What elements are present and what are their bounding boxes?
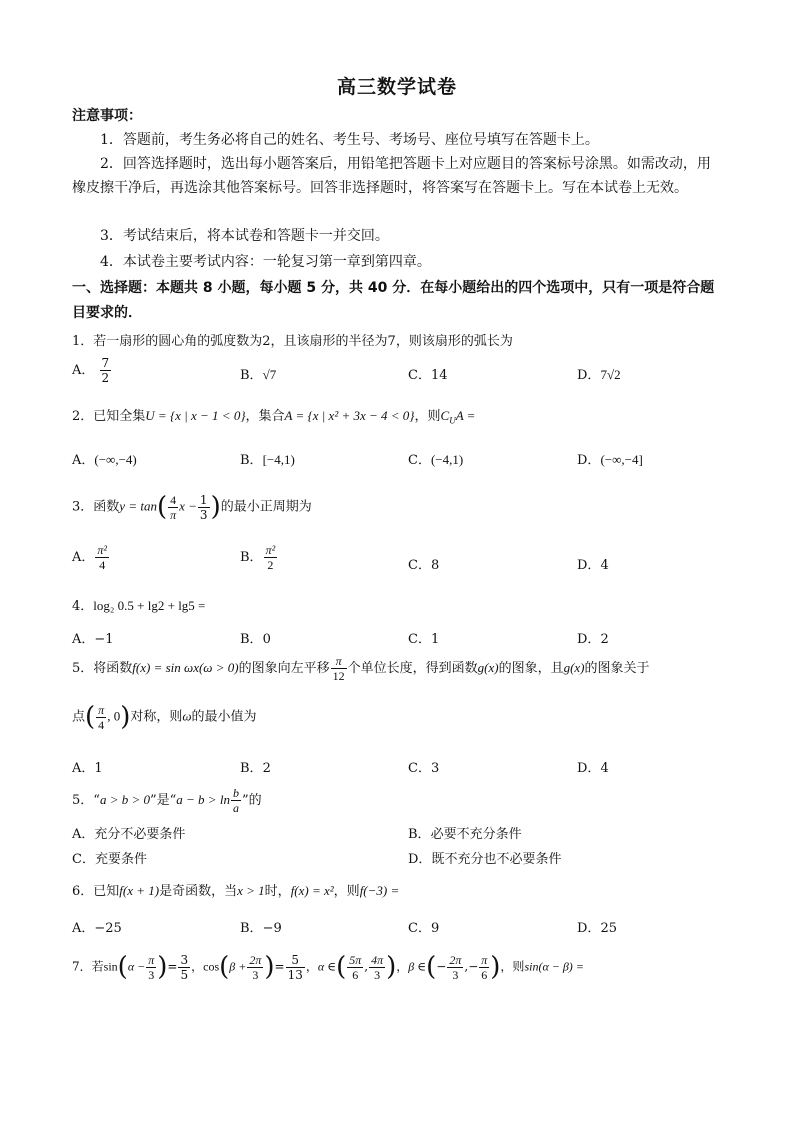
- math-expression: =: [167, 959, 178, 974]
- fraction-denominator: π: [170, 507, 177, 522]
- math-expression: f(x) = sin ωx(ω > 0): [132, 660, 239, 675]
- math-expression: g(x): [477, 660, 499, 675]
- q6-option-a: [72, 917, 122, 936]
- question-number: 2．: [72, 409, 94, 424]
- option-value: (−∞,−4): [94, 452, 137, 467]
- q5a-option-c: [408, 757, 439, 776]
- fraction-numerator: π: [98, 702, 105, 717]
- q6-option-d: [577, 917, 617, 936]
- q1-option-a: [72, 356, 112, 385]
- question-6: [72, 880, 732, 899]
- fraction-denominator: 13: [287, 967, 303, 982]
- question-text: ，则: [500, 959, 525, 974]
- math-expression: f(x + 1): [119, 883, 160, 898]
- q2-option-a: [72, 449, 137, 468]
- question-2: [72, 405, 732, 426]
- q1-option-b: [240, 364, 276, 383]
- fraction-numerator: b: [232, 786, 239, 800]
- q4-option-b: [240, 628, 271, 647]
- option-value: (−4,1): [430, 452, 464, 467]
- option-label: B．: [240, 761, 263, 776]
- option-value: (−∞,−4]: [600, 452, 643, 467]
- option-label: C．: [408, 558, 431, 573]
- question-text: 对称，则: [130, 709, 183, 725]
- math-expression: a > b > 0: [99, 792, 150, 807]
- paren-open: (: [156, 492, 168, 522]
- math-expression: −: [436, 959, 447, 974]
- paren-close: ): [210, 492, 221, 522]
- math-expression: sin: [103, 959, 118, 974]
- question-4: [72, 595, 732, 614]
- paren-open: (: [219, 952, 230, 982]
- notice-item-3: 3．考试结束后，将本试卷和答题卡一并交回。: [100, 228, 389, 244]
- q4-option-a: [72, 628, 114, 647]
- paren-close: ): [157, 952, 168, 982]
- paren-open: (: [85, 702, 96, 732]
- paren-open: (: [426, 952, 437, 982]
- math-expression: y = tan: [119, 498, 157, 514]
- option-value: 0: [262, 632, 271, 647]
- option-value: 3: [430, 761, 440, 776]
- question-text: “: [93, 793, 100, 808]
- option-value: 必要不充分条件: [430, 827, 522, 842]
- q4-option-c: [408, 628, 439, 647]
- question-text: 若一扇形的圆心角的弧度数为2，且该扇形的半径为7，则该扇形的弧长为: [93, 334, 513, 349]
- fraction-numerator: 7: [101, 356, 110, 370]
- question-text: 的最小值为: [191, 709, 257, 725]
- fraction-denominator: 4: [98, 717, 105, 732]
- option-label: B．: [240, 632, 263, 647]
- option-label: C．: [408, 921, 431, 936]
- q6-option-c: [408, 917, 439, 936]
- fraction-denominator: 4: [99, 558, 106, 572]
- fraction-denominator: 3: [374, 967, 381, 982]
- math-expression: β +: [229, 959, 247, 974]
- q4-option-d: [577, 628, 609, 647]
- page-title: 高三数学试卷: [336, 76, 457, 98]
- math-expression: =: [274, 959, 285, 974]
- question-number: 5．: [72, 793, 94, 808]
- option-value: 8: [430, 558, 440, 573]
- math-expression: A =: [455, 408, 476, 423]
- fraction-denominator: 3: [452, 967, 459, 982]
- math-expression: β ∈: [408, 959, 427, 974]
- question-text: 的图象关于: [584, 661, 650, 676]
- math-expression: log₂ 0.5 + lg2 + lg5 =: [93, 598, 206, 613]
- option-label: C．: [72, 852, 95, 867]
- option-label: B．: [240, 921, 263, 936]
- fraction-numerator: 3: [180, 952, 189, 967]
- option-label: C．: [408, 632, 431, 647]
- option-label: B．: [240, 550, 263, 565]
- question-5b: [72, 786, 732, 815]
- fraction-denominator: 2: [101, 371, 110, 385]
- q3-option-b: [240, 543, 278, 572]
- fraction-denominator: 6: [352, 967, 359, 982]
- option-value: [−4,1): [262, 452, 295, 467]
- fraction-denominator: a: [232, 801, 239, 815]
- math-expression: cos: [203, 959, 220, 974]
- notice-heading: 注意事项：: [72, 108, 142, 124]
- notice-item-4: 4．本试卷主要考试内容：一轮复习第一章到第四章。: [100, 254, 431, 270]
- option-label: B．: [240, 453, 263, 468]
- paren-open: (: [336, 952, 347, 982]
- q5b-option-c: [72, 848, 147, 867]
- notice-item-1: 1．答题前，考生务必将自己的姓名、考生号、考场号、座位号填写在答题卡上。: [100, 132, 599, 148]
- question-text: 若: [91, 959, 104, 974]
- option-label: C．: [408, 368, 431, 383]
- option-value: 1: [94, 761, 103, 776]
- q5b-option-a: [72, 823, 185, 842]
- fraction-denominator: 5: [180, 967, 189, 982]
- fraction-numerator: 2π: [449, 952, 462, 967]
- question-number: 1．: [72, 334, 94, 349]
- option-label: C．: [408, 453, 431, 468]
- fraction-numerator: π: [481, 952, 488, 967]
- fraction-numerator: 1: [199, 492, 208, 507]
- fraction-numerator: π: [331, 654, 347, 669]
- question-text: ，则: [414, 409, 441, 424]
- q6-option-b: [240, 917, 282, 936]
- option-label: B．: [408, 827, 431, 842]
- question-text: 个单位长度，得到函数: [347, 661, 478, 676]
- fraction-denominator: 2: [267, 558, 274, 572]
- option-label: D．: [408, 852, 432, 867]
- fraction-denominator: 12: [332, 669, 345, 683]
- option-value: 2: [262, 761, 271, 776]
- paren-close: ): [386, 952, 397, 982]
- question-text: 函数: [93, 499, 120, 515]
- question-text: 的最小正周期为: [220, 499, 312, 515]
- q3-option-d: [577, 554, 609, 573]
- option-value: 4: [600, 761, 609, 776]
- math-expression: A = {x | x² + 3x − 4 < 0}: [284, 408, 415, 423]
- option-label: A．: [72, 453, 95, 468]
- question-text: 是奇函数，当: [159, 884, 238, 899]
- math-expression: ω: [182, 708, 192, 724]
- section-heading: 一、选择题：本题共 8 小题，每小题 5 分，共 40 分．在每小题给出的四个选项中，只有一项是符合题目要求的．: [72, 280, 715, 321]
- q2-option-c: [408, 449, 463, 468]
- option-value: 7√2: [600, 367, 621, 382]
- fraction-numerator: π²: [265, 543, 276, 557]
- option-label: A．: [72, 363, 95, 378]
- paren-open: (: [117, 952, 128, 982]
- question-number: 4．: [72, 599, 94, 614]
- question-number: 7．: [72, 959, 92, 974]
- fraction-denominator: 3: [252, 967, 259, 982]
- question-1: [72, 330, 732, 349]
- question-text: 已知: [93, 884, 120, 899]
- paren-close: ): [264, 952, 275, 982]
- math-expression: f(−3) =: [359, 883, 400, 898]
- option-label: D．: [577, 368, 601, 383]
- option-value: −25: [94, 921, 122, 936]
- q3-option-a: [72, 543, 110, 572]
- q3-option-c: [408, 554, 439, 573]
- fraction-numerator: 4π: [371, 952, 384, 967]
- option-label: D．: [577, 761, 601, 776]
- option-value: 2: [600, 632, 609, 647]
- option-value: 9: [430, 921, 440, 936]
- question-text: 时，: [264, 884, 291, 899]
- math-expression: x −: [179, 498, 197, 514]
- option-label: C．: [408, 761, 431, 776]
- fraction-numerator: 5π: [349, 952, 362, 967]
- math-expression: f(x) = x²: [290, 883, 334, 898]
- question-text: 将函数: [93, 661, 133, 676]
- math-expression: −: [468, 959, 479, 974]
- notice-item-2: 2．回答选择题时，选出每小题答案后，用铅笔把答题卡上对应题目的答案标号涂黑。如需改动，用橡皮擦干净后，再选涂其他答案标号。回答非选择题时，将答案写在答题卡上。写在本试卷上无效。: [72, 156, 711, 196]
- option-label: A．: [72, 550, 95, 565]
- math-expression: g(x): [563, 660, 585, 675]
- question-5a-line2: [72, 702, 732, 732]
- math-expression: U = {x | x − 1 < 0}: [145, 408, 246, 423]
- option-value: 充分不必要条件: [94, 827, 186, 842]
- math-subscript: U: [449, 415, 456, 426]
- math-expression: α ∈: [317, 959, 337, 974]
- question-number: 6．: [72, 884, 94, 899]
- option-value: 25: [600, 921, 617, 936]
- option-value: √7: [262, 367, 277, 382]
- q2-option-b: [240, 449, 295, 468]
- fraction-numerator: 4: [168, 493, 178, 508]
- q1-option-c: [408, 364, 448, 383]
- option-value: 14: [430, 368, 448, 383]
- option-label: B．: [240, 368, 263, 383]
- option-value: −1: [94, 632, 114, 647]
- question-7: 7．若sin(α − $\frac{\pi}{3}$ )= $\frac{3}{5}$ ，cos(β + $\frac{2\pi}{3}$ )= $\frac{5}{13}$ ，α ∈( $\frac{5\pi}{6}$ , $\frac{4\pi}{3}$ )，β ∈(− $\frac{2\pi}{3}$ ,− $\frac{\pi}{6}$ )，则sin(α − β) =: [72, 952, 584, 982]
- q5a-option-b: [240, 757, 271, 776]
- option-label: A．: [72, 827, 95, 842]
- fraction-numerator: 2π: [249, 952, 262, 967]
- math-expression: x > 1: [237, 883, 265, 898]
- option-label: A．: [72, 761, 95, 776]
- q2-option-d: [577, 449, 643, 468]
- option-value: 充要条件: [94, 852, 147, 867]
- q1-option-d: [577, 364, 621, 383]
- paren-close: ): [120, 702, 131, 732]
- q5a-option-a: [72, 757, 103, 776]
- option-label: D．: [577, 921, 601, 936]
- question-number: 3．: [72, 499, 94, 515]
- question-text: 的图象，且: [498, 661, 564, 676]
- question-text: ”的: [241, 793, 262, 808]
- option-value: 4: [600, 558, 609, 573]
- question-5a: [72, 654, 732, 683]
- q5b-option-b: [408, 823, 522, 842]
- question-text: ”是“: [149, 793, 177, 808]
- math-expression: C: [440, 408, 450, 423]
- fraction-denominator: 3: [199, 507, 208, 522]
- math-expression: α −: [127, 959, 146, 974]
- question-text: ，集合: [245, 409, 285, 424]
- math-expression: , 0: [107, 708, 121, 724]
- option-label: D．: [577, 632, 601, 647]
- option-label: D．: [577, 453, 601, 468]
- fraction-numerator: 5: [286, 953, 305, 968]
- fraction-denominator: 3: [148, 967, 155, 982]
- q5a-option-d: [577, 757, 609, 776]
- math-expression: sin(α − β) =: [524, 959, 584, 974]
- question-text: ，则: [333, 884, 360, 899]
- math-expression: a − b > ln: [176, 792, 230, 807]
- option-label: D．: [577, 558, 601, 573]
- q5b-option-d: [408, 848, 561, 867]
- question-text: 的图象向左平移: [238, 661, 330, 676]
- option-value: 既不充分也不必要条件: [431, 852, 562, 867]
- option-label: A．: [72, 921, 95, 936]
- fraction-numerator: π²: [97, 543, 107, 557]
- fraction-numerator: π: [148, 952, 155, 967]
- option-label: A．: [72, 632, 95, 647]
- question-3: [72, 492, 732, 522]
- fraction-denominator: 6: [481, 967, 488, 982]
- question-number: 5．: [72, 661, 94, 676]
- question-text: 已知全集: [93, 409, 146, 424]
- question-text: 点: [72, 709, 86, 725]
- option-value: 1: [430, 632, 440, 647]
- option-value: −9: [262, 921, 282, 936]
- paren-close: ): [490, 952, 501, 982]
